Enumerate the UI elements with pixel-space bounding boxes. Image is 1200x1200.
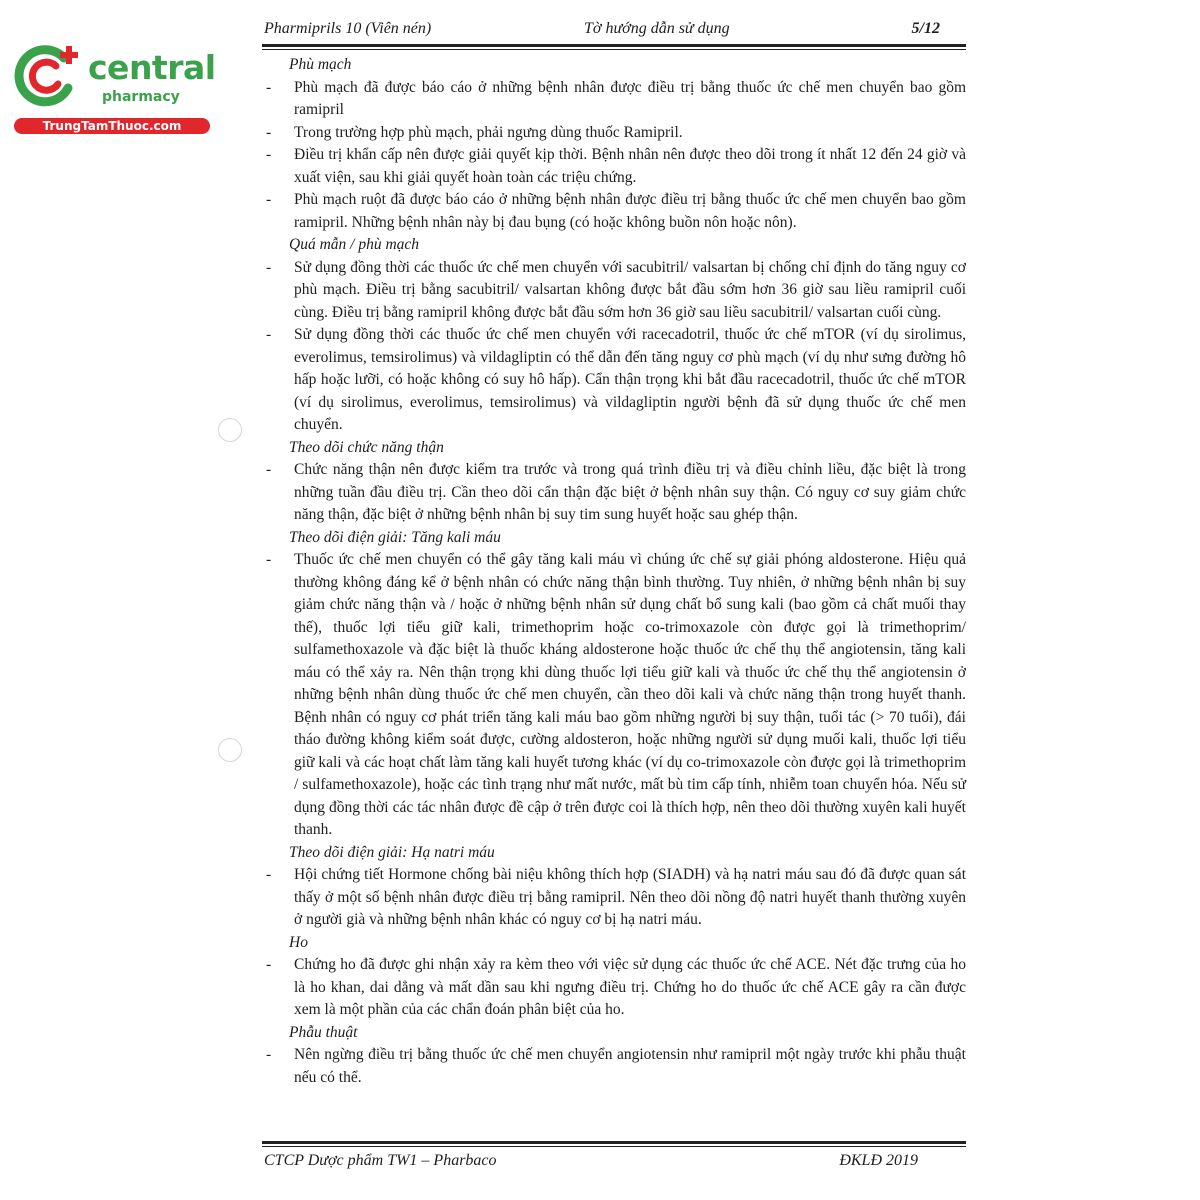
punch-hole-upper	[218, 418, 242, 442]
bullet-text: Thuốc ức chế men chuyển có thể gây tăng kali máu vì chúng ức chế sự giải phóng aldosterone. Hiệu quả thường không đáng kể ở bệnh nhân có chức năng thận bình thường. Tuy nhiên, ở những bệnh nhân bị suy giảm chức năng thận và / hoặc ở những bệnh nhân sử dụng chất bổ sung kali (bao gồm cả chất muối thay thế), thuốc lợi tiểu giữ kali, trimethoprim hoặc co-trimoxazole còn được gọi là trimethoprim/ sulfamethoxazole và đặc biệt là thuốc kháng aldosterone hoặc thuốc ức chế thụ thể angiotensin, tăng kali máu có thể xảy ra. Nên thận trọng khi dùng thuốc lợi tiểu giữ kali và thuốc ức chế thụ thể angiotensin ở những bệnh nhân dùng thuốc ức chế men chuyển, cần theo dõi kali và chức năng thận trong huyết thanh. Bệnh nhân có nguy cơ phát triển tăng kali máu bao gồm những người bị suy thận, tuổi tác (> 70 tuổi), đái tháo đường không kiểm soát được, cường aldosteron, hoặc những người sử dụng muối kali, thuốc lợi tiểu giữ kali và các hoạt chất làm tăng kali huyết tương khác (ví dụ co-trimoxazole còn được gọi là trimethoprim / sulfamethoxazole), hoặc các tình trạng như mất nước, mất bù tim cấp tính, nhiễm toan chuyển hóa. Nếu sử dụng đồng thời các tác nhân được đề cập ở trên được coi là thích hợp, nên theo dõi thường xuyên kali huyết thanh.	[294, 551, 966, 838]
bullet-text: Sử dụng đồng thời các thuốc ức chế men chuyển với sacubitril/ valsartan bị chống chỉ định do tăng nguy cơ phù mạch. Điều trị bằng sacubitril/ valsartan không được bắt đầu sớm hơn 36 giờ sau liều ramipril cuối cùng. Điều trị bằng ramipril không được bắt đầu sớm hơn 36 giờ sau liều sacubitril/ valsartan cuối cùng.	[294, 258, 966, 321]
manufacturer: CTCP Dược phẩm TW1 – Pharbaco	[264, 1152, 497, 1169]
logo-brand-text: central	[88, 48, 216, 87]
bullet-text: Trong trường hợp phù mạch, phải ngưng dùng thuốc Ramipril.	[294, 123, 683, 141]
bullet-dash: -	[266, 1046, 272, 1063]
bullet-text: Phù mạch ruột đã được báo cáo ở những bệnh nhân được điều trị bằng thuốc ức chế men chuyển bao gồm ramipril. Những bệnh nhân này bị đau bụng (có hoặc không buồn nôn hoặc nôn).	[294, 191, 966, 231]
bullet-text: Chức năng thận nên được kiểm tra trước và trong quá trình điều trị và điều chỉnh liều, đặc biệt là trong những tuần đầu điều trị. Cần theo dõi cẩn thận đặc biệt ở bệnh nhân suy thận. Có nguy cơ suy giảm chức năng thận, đặc biệt ở những bệnh nhân bị suy tim sung huyết hoặc sau ghép thận.	[294, 461, 966, 523]
bullet-dash: -	[266, 551, 272, 568]
header-rule-thin	[262, 49, 966, 50]
section-heading: Theo dõi chức năng thận	[289, 438, 444, 456]
bullet-item	[262, 1044, 966, 1089]
bullet-text: Hội chứng tiết Hormone chống bài niệu không thích hợp (SIADH) và hạ natri máu sau đó đã được quan sát thấy ở một số bệnh nhân được điều trị bằng ramipril. Nên theo dõi nồng độ natri huyết thanh thường xuyên ở người già và những bệnh nhân khác có nguy cơ bị hạ natri máu.	[294, 866, 966, 928]
bullet-text: Điều trị khẩn cấp nên được giải quyết kịp thời. Bệnh nhân nên được theo dõi trong ít nhất 12 đến 24 giờ và xuất viện, sau khi giải quyết hoàn toàn các triệu chứng.	[294, 146, 966, 186]
bullet-item	[262, 459, 966, 527]
registration-year: ĐKLĐ 2019	[839, 1152, 918, 1169]
section-heading: Quá mẫn / phù mạch	[289, 236, 420, 253]
bullet-text: Phù mạch đã được báo cáo ở những bệnh nhân được điều trị bằng thuốc ức chế men chuyển bao gồm ramipril	[294, 78, 966, 118]
bullet-dash: -	[266, 78, 272, 96]
logo-url-badge: TrungTamThuoc.com	[14, 118, 210, 134]
bullet-dash: -	[266, 123, 272, 141]
bullet-dash: -	[266, 866, 272, 883]
pharmacy-logo	[12, 38, 216, 134]
bullet-dash: -	[266, 146, 272, 163]
bullet-dash: -	[266, 191, 272, 208]
product-name: Pharmiprils 10 (Viên nén)	[264, 20, 432, 37]
bullet-dash: -	[266, 326, 272, 343]
logo-subtitle: pharmacy	[102, 89, 180, 105]
section-heading: Ho	[289, 933, 308, 951]
page-footer	[262, 1150, 966, 1172]
bullet-item	[262, 144, 966, 189]
section-heading: Phẫu thuật	[289, 1023, 358, 1041]
bullet-item	[262, 549, 966, 842]
footer-rule-thin	[262, 1146, 966, 1147]
bullet-text: Nên ngừng điều trị bằng thuốc ức chế men chuyển angiotensin như ramipril một ngày trước khi phẫu thuật nếu có thể.	[294, 1046, 966, 1086]
bullet-item	[262, 324, 966, 437]
page-number: 5/12	[911, 20, 940, 37]
bullet-item	[262, 864, 966, 932]
page-header	[262, 18, 966, 44]
bullet-item	[262, 122, 966, 145]
section-heading: Theo dõi điện giải: Tăng kali máu	[289, 528, 501, 546]
footer-rule-thick	[262, 1141, 966, 1144]
bullet-dash: -	[266, 461, 272, 478]
section-heading: Theo dõi điện giải: Hạ natri máu	[289, 843, 495, 861]
pharmacy-logo-icon	[12, 40, 84, 112]
bullet-item	[262, 77, 966, 122]
bullet-item	[262, 257, 966, 325]
document-body	[262, 54, 966, 1089]
bullet-dash: -	[266, 258, 272, 276]
header-rule-thick	[262, 44, 966, 47]
bullet-text: Chứng ho đã được ghi nhận xảy ra kèm theo với việc sử dụng các thuốc ức chế ACE. Nét đặc trưng của ho là ho khan, dai dẳng và mất dần sau khi ngưng điều trị. Chứng ho do thuốc ức chế ACE gây ra cần được xem là một phần của các chẩn đoán phân biệt của ho.	[294, 956, 966, 1018]
bullet-text: Sử dụng đồng thời các thuốc ức chế men chuyển với racecadotril, thuốc ức chế mTOR (ví dụ sirolimus, everolimus, temsirolimus) và vildagliptin có thể dẫn đến tăng nguy cơ phù mạch (ví dụ như sưng đường hô hấp hoặc lưỡi, có hoặc không có suy hô hấp). Cẩn thận trọng khi bắt đầu racecadotril, thuốc ức chế mTOR (ví dụ sirolimus, everolimus, temsirolimus) và vildagliptin người bệnh đã sử dụng thuốc ức chế men chuyển.	[294, 326, 966, 433]
bullet-item	[262, 954, 966, 1022]
punch-hole-lower	[218, 738, 242, 762]
bullet-dash: -	[266, 956, 272, 973]
section-heading: Phù mạch	[289, 56, 352, 73]
document-title: Tờ hướng dẫn sử dụng	[584, 20, 730, 37]
bullet-item	[262, 189, 966, 234]
